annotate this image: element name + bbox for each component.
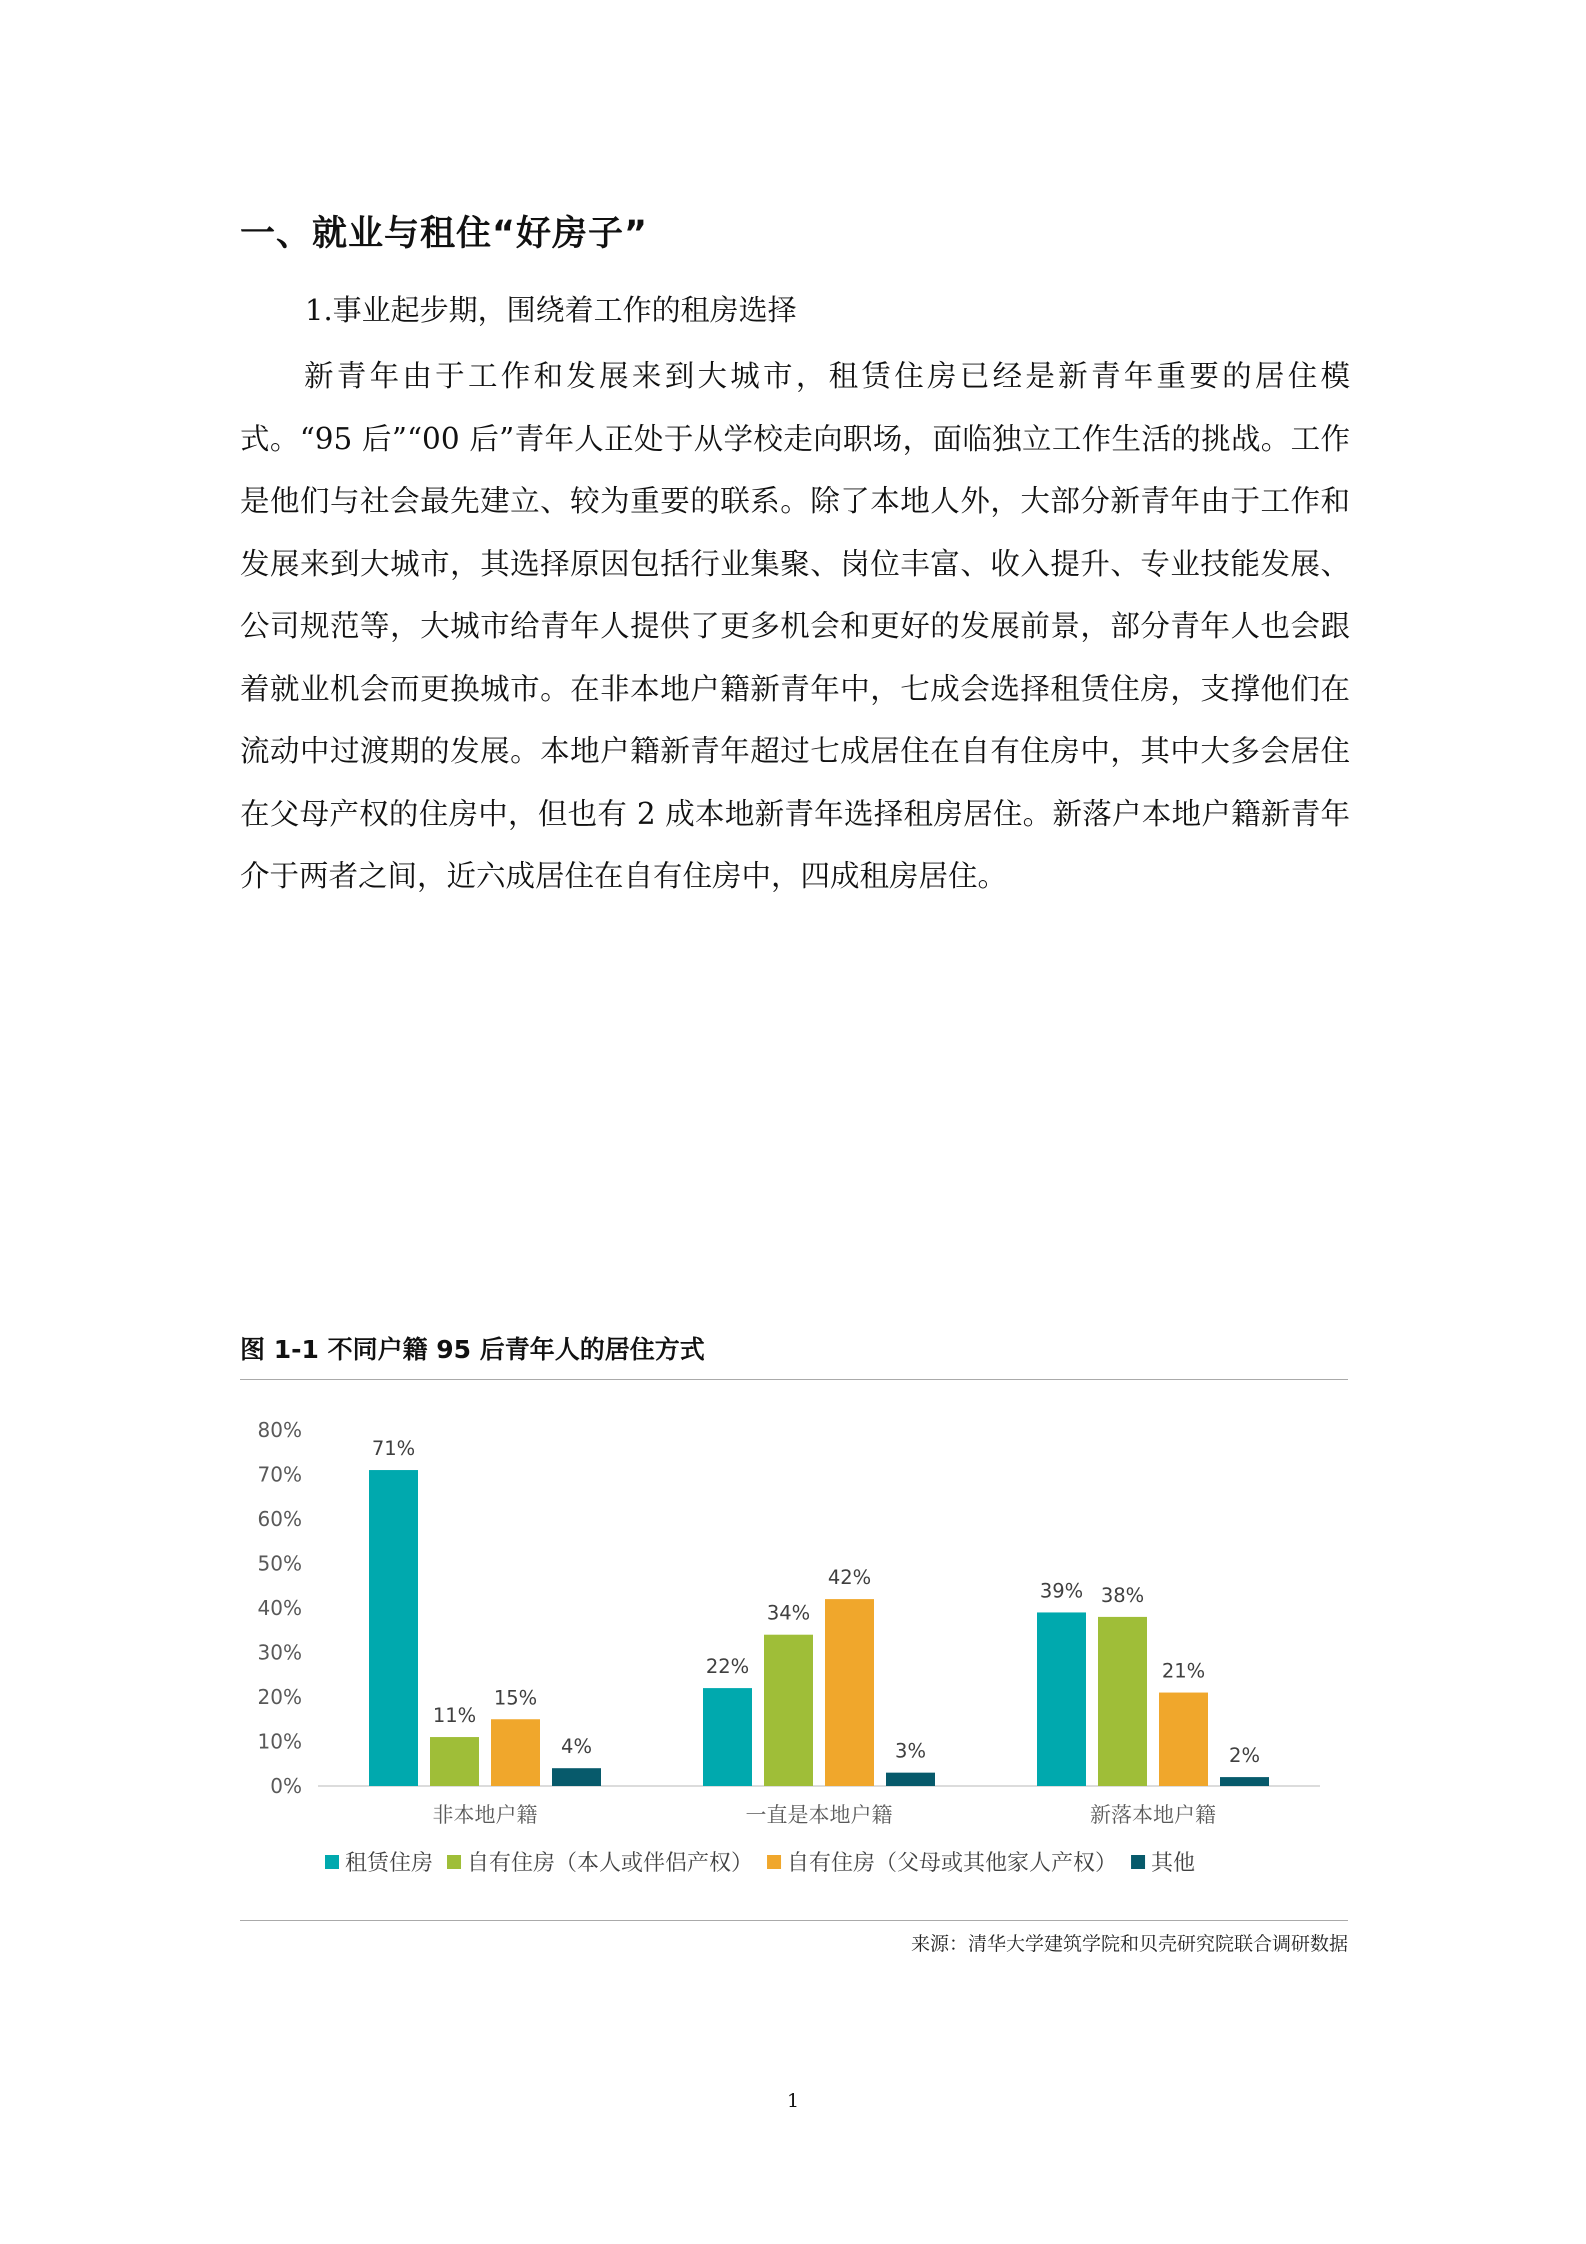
figure-source: 来源：清华大学建筑学院和贝壳研究院联合调研数据 [910,1933,1348,1955]
bar [430,1737,479,1786]
category-label: 一直是本地户籍 [745,1803,893,1827]
bar-data-label: 3% [895,1739,926,1763]
section-subheading: 1.事业起步期，围绕着工作的租房选择 [305,293,797,327]
bar-data-label: 38% [1100,1583,1145,1607]
bar [1098,1617,1147,1786]
legend-swatch [767,1855,781,1869]
y-tick-label: 60% [257,1507,302,1531]
bar-data-label: 21% [1161,1659,1206,1683]
bar-data-label: 2% [1229,1744,1260,1768]
legend-label: 自有住房（父母或其他家人产权） [787,1851,1118,1876]
bar-data-label: 34% [766,1601,811,1625]
bar [552,1768,601,1786]
bar [369,1470,418,1786]
category-label: 新落本地户籍 [1090,1803,1216,1827]
y-tick-label: 40% [257,1596,302,1620]
bar-data-label: 22% [705,1655,750,1679]
y-tick-label: 10% [257,1729,302,1754]
bar-data-label: 71% [371,1437,416,1461]
bar [764,1635,813,1786]
figure-bottom-rule [240,1920,1348,1921]
legend-swatch [447,1855,461,1869]
bar-data-label: 42% [827,1566,872,1590]
y-tick-label: 70% [257,1462,302,1487]
legend-swatch [325,1855,339,1869]
legend-label: 其他 [1151,1851,1196,1876]
legend-swatch [1131,1855,1145,1869]
bar [1037,1612,1086,1786]
legend-label: 自有住房（本人或伴侣产权） [467,1851,754,1876]
y-tick-label: 50% [257,1551,302,1576]
bar [1159,1693,1208,1786]
bar [703,1688,752,1786]
section-heading: 一、就业与租住“好房子” [240,214,649,254]
bar-chart [240,1400,1348,1910]
bar [1220,1777,1269,1786]
figure-title: 图 1-1 不同户籍 95 后青年人的居住方式 [240,1335,705,1364]
bar-data-label: 39% [1039,1579,1084,1603]
y-tick-label: 20% [257,1685,302,1709]
y-tick-label: 30% [257,1640,302,1665]
bar-data-label: 15% [493,1686,538,1710]
bar-data-label: 4% [561,1735,592,1759]
bar [886,1773,935,1786]
bar [825,1599,874,1786]
bar-data-label: 11% [432,1704,477,1728]
legend-label: 租赁住房 [345,1851,434,1876]
figure-top-rule [240,1379,1348,1380]
page-number: 1 [786,2090,800,2112]
bar [491,1719,540,1786]
y-tick-label: 80% [257,1418,302,1442]
body-paragraph: 新青年由于工作和发展来到大城市，租赁住房已经是新青年重要的居住模式。“95 后”“00 后”青年人正处于从学校走向职场，面临独立工作生活的挑战。工作是他们与社会最先建立、较为重要的联系。除了本地人外，大部分新青年由于工作和发展来到大城市，其选择原因包括行业集聚、岗位丰富、收入提升、专业技能发展、公司规范等，大城市给青年人提供了更多机会和更好的发展前景，部分青年人也会跟着就业机会而更换城市。在非本地户籍新青年中，七成会选择租赁住房，支撑他们在流动中过渡期的发展。本地户籍新青年超过七成居住在自有住房中，其中大多会居住在父母产权的住房中，但也有 2 成本地新青年选择租房居住。新落户本地户籍新青年介于两者之间，近六成居住在自有住房中，四成租房居住。 [240,359,1350,893]
y-tick-label: 0% [270,1774,302,1798]
category-label: 非本地户籍 [432,1803,538,1827]
